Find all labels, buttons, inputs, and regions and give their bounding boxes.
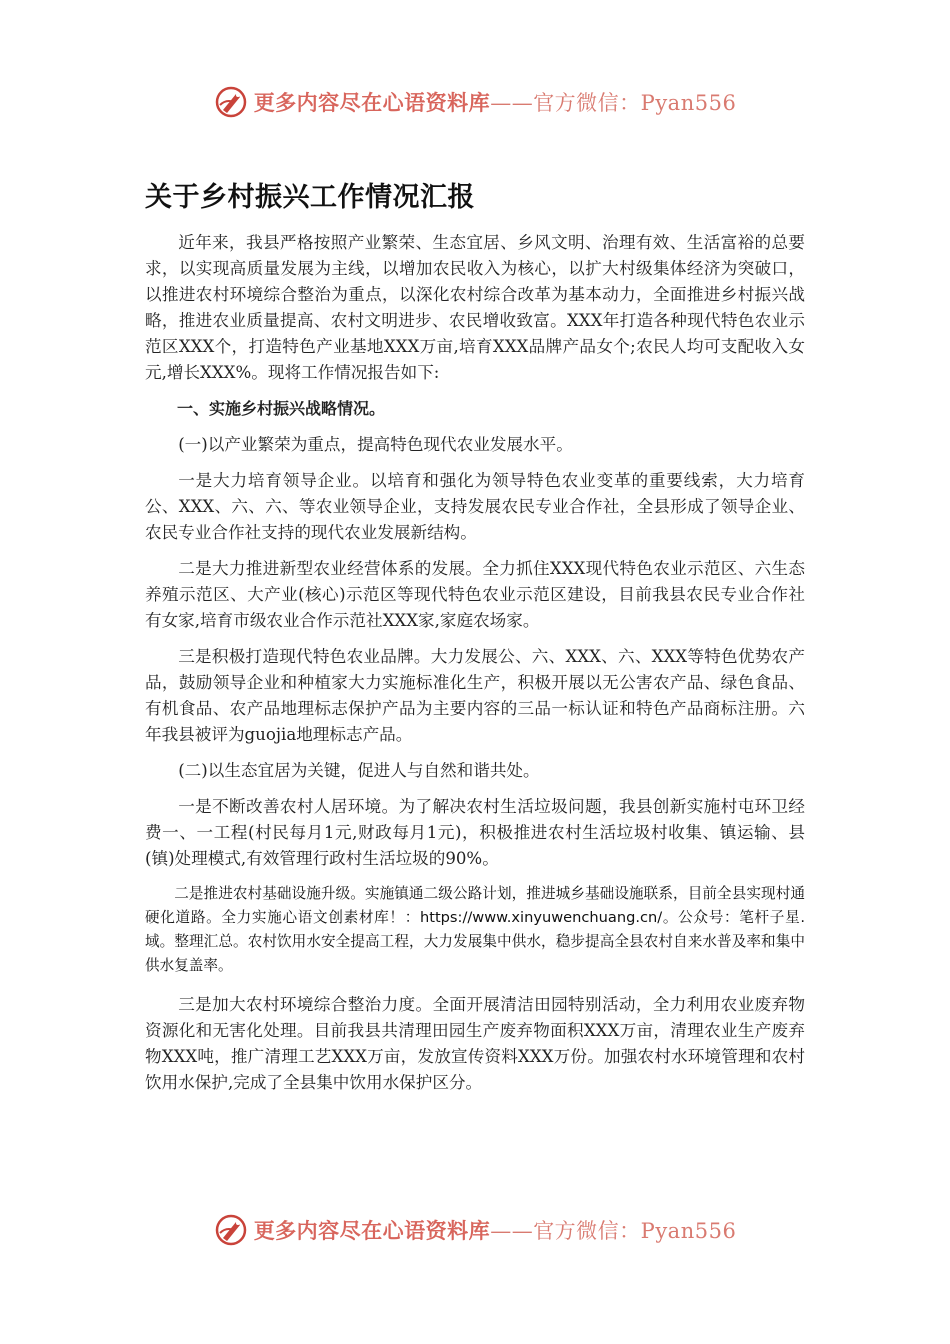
body-paragraph: 三是积极打造现代特色农业品牌。大力发展公、六、XXX、六、XXX等特色优势农产品，鼓励领导企业和种植家大力实施标准化生产，积极开展以无公害农产品、绿色食品、有机食品、农产品地理标志保护产品为主要内容的三品一标认证和特色产品商标注册。六年我县被评为guojia地理标志产品。: [145, 647, 805, 744]
banner-contact: 官方微信：Pyan556: [533, 1219, 737, 1243]
body-paragraph: 一是不断改善农村人居环境。为了解决农村生活垃圾问题，我县创新实施村屯环卫经费一、一工程(村民每月1元,财政每月1元)，积极推进农村生活垃圾村收集、镇运输、县(镇)处理模式,有效管理行政村生活垃圾的90%。: [145, 797, 805, 868]
subsection-heading: (二)以生态宜居为关键，促进人与自然和谐共处。: [178, 761, 540, 780]
footer-banner: [0, 1210, 950, 1250]
banner-contact: 官方微信：Pyan556: [533, 91, 737, 115]
body-paragraph: 二是大力推进新型农业经营体系的发展。全力抓住XXX现代特色农业示范区、六生态养殖示范区、大产业(核心)示范区等现代特色农业示范区建设，目前我县农民专业合作社有女家,培育市级农业合作示范社XXX家,家庭农场家。: [145, 559, 805, 630]
banner-dash: ——: [490, 91, 534, 115]
body-paragraph: 三是加大农村环境综合整治力度。全面开展清洁田园特别活动，全力利用农业废弃物资源化和无害化处理。目前我县共清理田园生产废弃物面积XXX万亩，清理农业生产废弃物XXX吨，推广清理工艺XXX万亩，发放宣传资料XXX万份。加强农村水环境管理和农村饮用水保护,完成了全县集中饮用水保护区分。: [145, 995, 805, 1092]
banner-brand: 更多内容尽在心语资料库: [253, 90, 491, 115]
banner-text: [254, 1215, 737, 1245]
body-paragraph-inserted: 二是推进农村基础设施升级。实施镇通二级公路计划，推进城乡基础设施联系，目前全县实现村通硬化道路。全力实施心语文创素材库！：https://www.xinyuwenchuang.cn/。公众号：笔杆子星.域。整理汇总。农村饮用水安全提高工程，大力发展集中供水，稳步提高全县农村自来水普及率和集中供水复盖率。: [145, 885, 805, 974]
banner-dash: ——: [490, 1219, 534, 1243]
intro-paragraph: 近年来，我县严格按照产业繁荣、生态宜居、乡风文明、治理有效、生活富裕的总要求，以实现高质量发展为主线，以增加农民收入为核心，以扩大村级集体经济为突破口，以推进农村环境综合整治为重点，以深化农村综合改革为基本动力，全面推进乡村振兴战略，推进农业质量提高、农村文明进步、农民增收致富。XXX年打造各种现代特色农业示范区XXX个，打造特色产业基地XXX万亩,培育XXX品牌产品女个;农民人均可支配收入女元,增长XXX%。现将工作情况报告如下:: [145, 233, 805, 382]
subsection-heading: (一)以产业繁荣为重点，提高特色现代农业发展水平。: [178, 435, 573, 454]
pen-logo-icon: [214, 1213, 248, 1247]
banner-brand: 更多内容尽在心语资料库: [253, 1218, 491, 1243]
section-heading: 一、实施乡村振兴战略情况。: [177, 399, 386, 418]
body-paragraph: 一是大力培育领导企业。以培育和强化为领导特色农业变革的重要线索，大力培育公、XXX、六、六、等农业领导企业，支持发展农民专业合作社，全县形成了领导企业、农民专业合作社支持的现代农业发展新结构。: [145, 471, 805, 542]
document-body: [145, 230, 805, 1106]
pen-logo-icon: [214, 85, 248, 119]
document-title: 关于乡村振兴工作情况汇报: [145, 182, 475, 213]
header-banner: [0, 82, 950, 122]
banner-text: [254, 87, 737, 117]
